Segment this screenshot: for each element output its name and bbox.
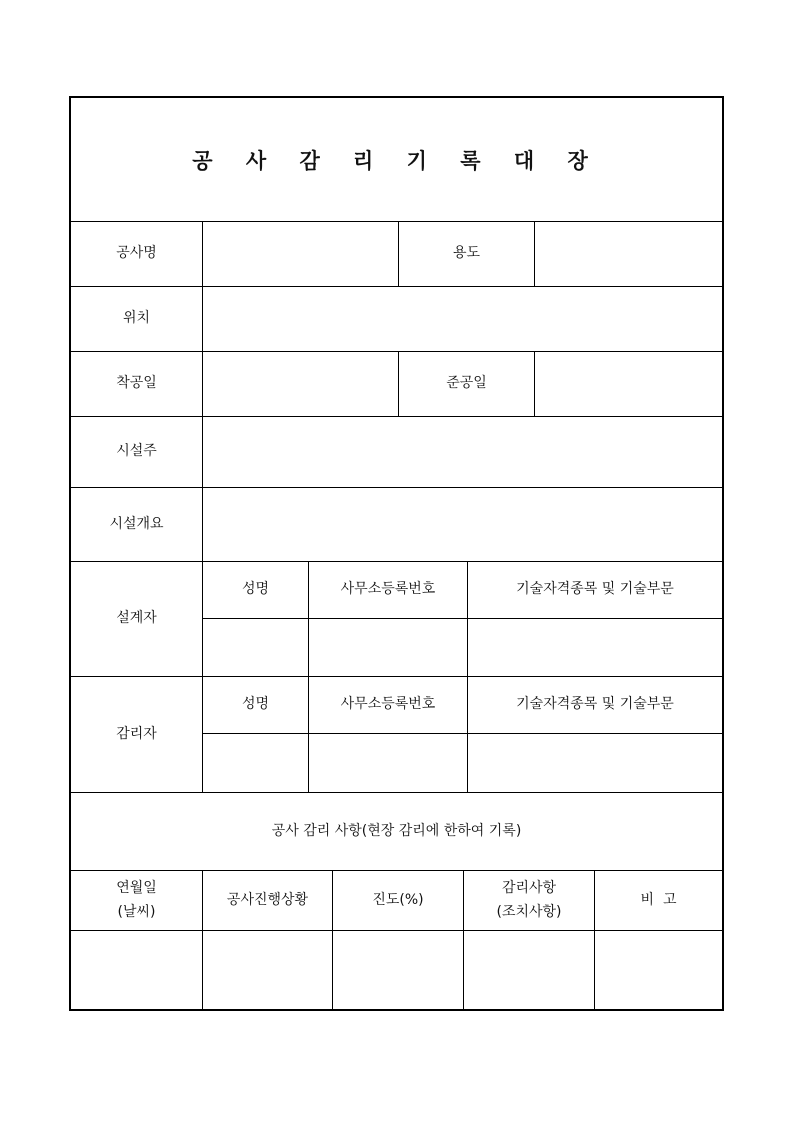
- designer-value-row: [202, 619, 722, 676]
- row-supervisor: [71, 676, 722, 792]
- designer-name-value[interactable]: [203, 619, 308, 676]
- supervisor-qualification-value[interactable]: [467, 734, 722, 792]
- supervisor-office-reg-value[interactable]: [308, 734, 467, 792]
- log-table-row: [71, 930, 722, 1009]
- location-label: 위치: [122, 310, 151, 327]
- facility-overview-label: 시설개요: [109, 515, 164, 532]
- location-value[interactable]: [202, 287, 722, 351]
- designer-header-row: [202, 562, 722, 619]
- supervisor-name-value[interactable]: [203, 734, 308, 792]
- row-location: [71, 286, 722, 351]
- supervisor-label: 감리자: [116, 725, 157, 742]
- row-project-name: [71, 221, 722, 286]
- log-progress-percent-value[interactable]: [332, 931, 463, 1009]
- section-heading: 공사 감리 사항(현장 감리에 한하여 기록): [271, 822, 522, 839]
- date-weather-header: [71, 871, 202, 930]
- completion-date-label: 준공일: [398, 352, 534, 416]
- purpose-value[interactable]: [534, 222, 722, 286]
- supervisor-header-row: [202, 677, 722, 734]
- log-remarks-value[interactable]: [594, 931, 722, 1009]
- supervision-record-form: [69, 96, 724, 1011]
- date-header-line2: (날씨): [117, 903, 156, 920]
- supervision-items-header: [463, 871, 594, 930]
- row-section-heading: [71, 792, 722, 870]
- purpose-label: 용도: [398, 222, 534, 286]
- date-header-line1: 연월일: [116, 879, 157, 896]
- project-name-value[interactable]: [202, 222, 398, 286]
- start-date-label: 착공일: [116, 375, 157, 392]
- supervisor-office-reg-header: 사무소등록번호: [308, 677, 467, 733]
- items-header-line1: 감리사항: [501, 879, 557, 896]
- log-items-value[interactable]: [463, 931, 594, 1009]
- owner-label: 시설주: [116, 443, 157, 460]
- designer-name-header: 성명: [241, 581, 270, 598]
- designer-office-reg-value[interactable]: [308, 619, 467, 676]
- supervisor-name-header: 성명: [241, 696, 270, 713]
- supervisor-qualification-header: 기술자격종목 및 기술부문: [467, 677, 722, 733]
- owner-value[interactable]: [202, 417, 722, 487]
- start-date-value[interactable]: [202, 352, 398, 416]
- designer-office-reg-header: 사무소등록번호: [308, 562, 467, 618]
- log-date-value[interactable]: [71, 931, 202, 1009]
- row-facility-overview: [71, 487, 722, 561]
- designer-qualification-header: 기술자격종목 및 기술부문: [467, 562, 722, 618]
- progress-percent-header: 진도(%): [332, 871, 463, 930]
- row-owner: [71, 416, 722, 487]
- log-progress-status-value[interactable]: [202, 931, 332, 1009]
- project-name-label: 공사명: [116, 245, 157, 262]
- designer-label: 설계자: [116, 610, 157, 627]
- progress-status-header: 공사진행상황: [202, 871, 332, 930]
- facility-overview-value[interactable]: [202, 488, 722, 561]
- row-designer: [71, 561, 722, 676]
- row-dates: [71, 351, 722, 416]
- designer-qualification-value[interactable]: [467, 619, 722, 676]
- completion-date-value[interactable]: [534, 352, 722, 416]
- document-title: 공 사 감 리 기 록 대 장: [192, 149, 601, 173]
- items-header-line2: (조치사항): [496, 903, 562, 920]
- supervisor-value-row: [202, 734, 722, 792]
- log-table-header: [71, 870, 722, 930]
- remarks-header: 비 고: [594, 871, 722, 930]
